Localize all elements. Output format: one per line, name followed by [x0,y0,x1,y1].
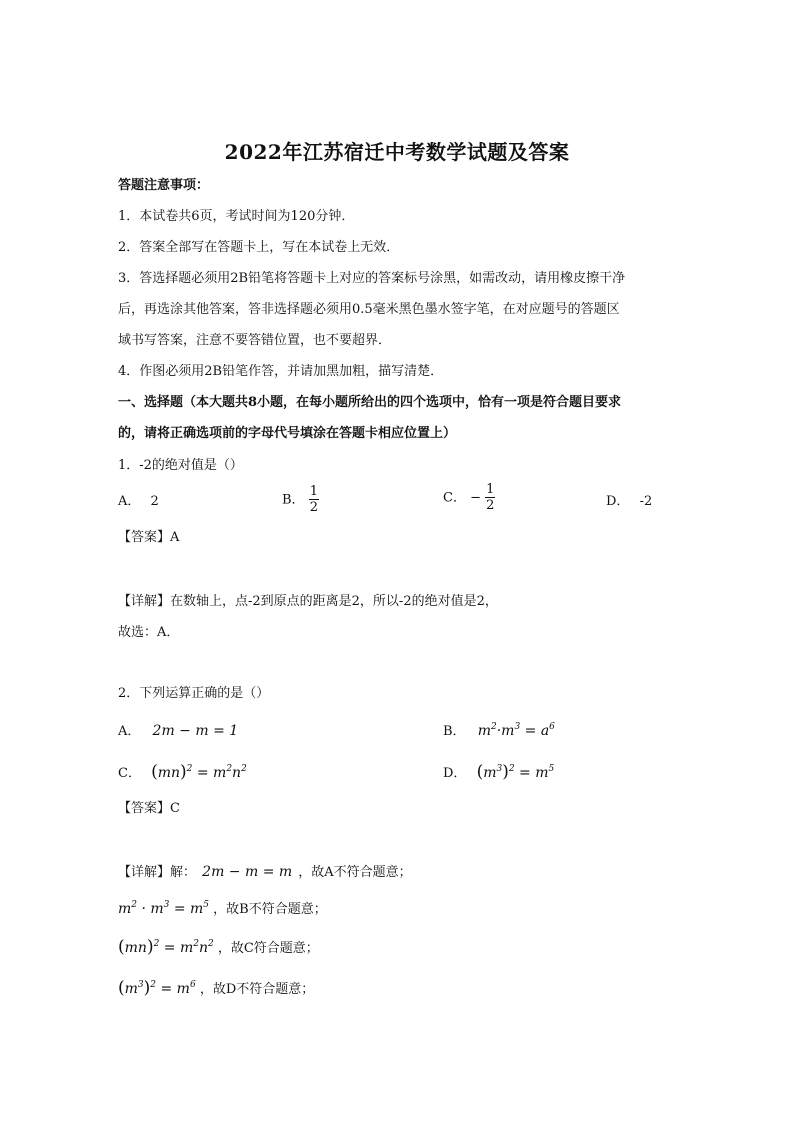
question-2-option-c [118,762,247,784]
option-c-label: C． [443,490,466,506]
option-c-sign: − [470,490,481,506]
detail-note-1: ，故A不符合题意； [298,865,412,880]
detail-note-4: ，故D不符合题意； [199,982,315,997]
option-a-label: A． [118,494,141,509]
detail-expression-1: 2m − m = m [202,864,293,880]
page-title: 2022年江苏宿迁中考数学试题及答案 [224,140,570,164]
fraction-denominator: 2 [486,498,495,513]
notice-item-2: 2．答案全部写在答题卡上，写在本试卷上无效． [118,240,400,255]
question-2-detail-line-2 [118,899,327,920]
question-1-option-d [606,492,652,512]
fraction-denominator: 2 [309,500,318,515]
option-c-fraction [485,482,495,514]
notice-item-4: 4．作图必须用2B铅笔作答，并请加黑加粗，描写清楚． [118,364,444,379]
section-1-heading-line-2: 的，请将正确选项前的字母代号填涂在答题卡相应位置上） [118,426,457,441]
notice-item-1: 1．本试卷共6页，考试时间为120分钟． [118,209,355,224]
question-2-answer: 【答案】C [118,801,180,816]
fraction-numerator: 1 [309,484,318,499]
question-1-option-b [282,484,319,516]
option-b-fraction [309,484,319,516]
notice-item-3-line-2: 后，再选涂其他答案，答非选择题必须用0.5毫米黑色墨水签字笔，在对应题号的答题区 [118,302,620,317]
detail-prefix: 【详解】解： [118,865,197,880]
detail-note-2: ，故B不符合题意； [213,902,327,917]
question-2-option-b [443,721,555,742]
question-2-stem: 2．下列运算正确的是（） [118,686,270,701]
question-2-detail-line-4 [118,978,314,1000]
question-2-option-d [443,762,554,784]
option-d-expression: $(m^3)^2 = m^5$ [476,762,555,782]
question-1-detail-line-2: 故选：A． [118,625,180,640]
question-2-detail-line-1 [118,862,412,883]
fraction-numerator: 1 [486,482,495,497]
option-d-value: -2 [639,494,653,509]
detail-expression-2: $m^2 \cdot m^3 = m^5$ [118,900,210,917]
question-1-option-c [443,482,495,514]
detail-expression-4: $(m^3)^2 = m^6$ [118,978,196,998]
option-d-label: D． [443,766,467,781]
question-1-answer: 【答案】A [118,530,180,545]
question-1-stem: 1．-2的绝对值是（） [118,458,243,473]
question-2-detail-line-3 [118,937,319,959]
notice-heading: 答题注意事项： [118,178,210,193]
detail-note-3: ，故C符合题意； [217,941,319,956]
section-1-heading-line-1: 一、选择题（本大题共8小题，在每小题所给出的四个选项中，恰有一项是符合题目要求 [118,395,622,410]
question-1-detail-line-1: 【详解】在数轴上，点-2到原点的距离是2，所以-2的绝对值是2， [118,594,498,609]
option-a-value: 2 [150,494,159,509]
option-c-label: C． [118,766,141,781]
option-a-label: A． [118,724,141,739]
notice-item-3-line-1: 3．答选择题必须用2B铅笔将答题卡上对应的答案标号涂黑，如需改动，请用橡皮擦干净 [118,271,626,286]
notice-item-3-line-3: 域书写答案，注意不要答错位置，也不要超界． [118,333,392,348]
question-1-option-a [118,492,159,512]
option-d-label: D． [606,494,630,509]
option-b-label: B． [443,724,466,739]
option-b-expression: $m^2\cdot m^3 = a^6$ [477,722,555,739]
detail-expression-3: $(mn)^2 = m^2n^2$ [118,937,214,957]
option-c-expression: $(mn)^2 = m^2n^2$ [151,762,247,782]
option-a-expression: 2m − m = 1 [152,723,239,739]
option-b-label: B． [282,492,305,508]
question-2-option-a [118,721,238,742]
